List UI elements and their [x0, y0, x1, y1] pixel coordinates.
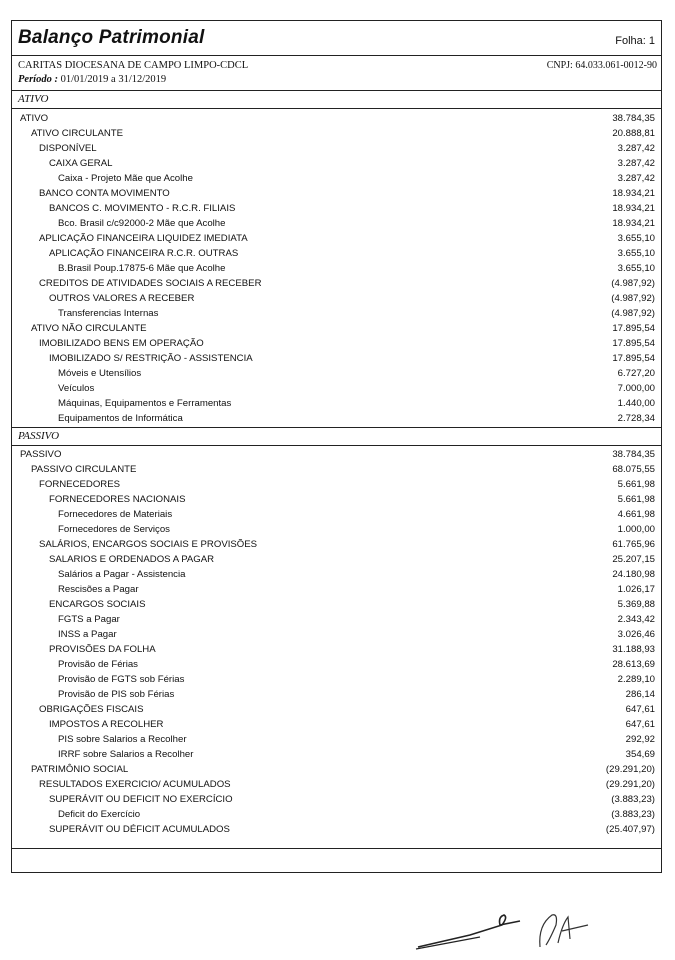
- account-label: Fornecedores de Materiais: [58, 509, 173, 520]
- account-label: SALÁRIOS, ENCARGOS SOCIAIS E PROVISÕES: [39, 539, 258, 550]
- table-row: [12, 822, 661, 837]
- table-row: [12, 336, 661, 351]
- account-label: PATRIMÔNIO SOCIAL: [31, 764, 129, 775]
- table-row: [12, 261, 661, 276]
- account-value: 7.000,00: [617, 383, 655, 394]
- signature-mark: [410, 895, 610, 955]
- account-value: 61.765,96: [612, 539, 655, 550]
- table-row: [12, 351, 661, 366]
- account-value: 6.727,20: [617, 368, 655, 379]
- account-value: 17.895,54: [612, 353, 655, 364]
- table-row: [12, 567, 661, 582]
- account-label: Fornecedores de Serviços: [58, 524, 170, 535]
- account-label: Caixa - Projeto Mãe que Acolhe: [58, 173, 193, 184]
- account-value: (3.883,23): [611, 794, 655, 805]
- period-line: [18, 74, 166, 85]
- account-label: BANCOS C. MOVIMENTO - R.C.R. FILIAIS: [49, 203, 236, 214]
- account-value: 2.343,42: [617, 614, 655, 625]
- account-label: Provisão de FGTS sob Férias: [58, 674, 185, 685]
- account-label: B.Brasil Poup.17875-6 Mãe que Acolhe: [58, 263, 226, 274]
- title-divider: [12, 55, 661, 56]
- company-cnpj: CNPJ: 64.033.061-0012-90: [546, 60, 657, 71]
- account-value: 31.188,93: [612, 644, 655, 655]
- passivo-bottom-divider: [12, 445, 661, 446]
- table-row: [12, 807, 661, 822]
- period-value: 01/01/2019 a 31/12/2019: [60, 74, 167, 85]
- account-value: 18.934,21: [612, 203, 655, 214]
- footer-divider: [12, 848, 661, 849]
- account-value: 25.207,15: [612, 554, 655, 565]
- account-label: ENCARGOS SOCIAIS: [49, 599, 146, 610]
- account-value: 17.895,54: [612, 338, 655, 349]
- account-label: Bco. Brasil c/c92000-2 Mãe que Acolhe: [58, 218, 226, 229]
- table-row: [12, 492, 661, 507]
- table-row: [12, 171, 661, 186]
- passivo-top-divider: [12, 427, 661, 428]
- account-label: IRRF sobre Salarios a Recolher: [58, 749, 194, 760]
- account-value: 2.289,10: [617, 674, 655, 685]
- account-label: CREDITOS DE ATIVIDADES SOCIAIS A RECEBER: [39, 278, 262, 289]
- account-value: 38.784,35: [612, 449, 655, 460]
- account-label: ATIVO NÃO CIRCULANTE: [31, 323, 147, 334]
- account-value: 20.888,81: [612, 128, 655, 139]
- account-label: IMOBILIZADO BENS EM OPERAÇÃO: [39, 338, 204, 349]
- table-row: [12, 306, 661, 321]
- table-row: [12, 411, 661, 426]
- table-row: [12, 702, 661, 717]
- account-label: Equipamentos de Informática: [58, 413, 183, 424]
- account-value: (3.883,23): [611, 809, 655, 820]
- table-row: [12, 111, 661, 126]
- table-row: [12, 507, 661, 522]
- account-value: 1.000,00: [617, 524, 655, 535]
- account-value: (4.987,92): [611, 278, 655, 289]
- account-label: INSS a Pagar: [58, 629, 117, 640]
- account-label: Provisão de PIS sob Férias: [58, 689, 175, 700]
- page-number: Folha: 1: [615, 35, 655, 47]
- table-row: [12, 447, 661, 462]
- table-row: [12, 732, 661, 747]
- table-row: [12, 627, 661, 642]
- table-row: [12, 672, 661, 687]
- table-row: [12, 792, 661, 807]
- account-value: 5.661,98: [617, 479, 655, 490]
- account-label: BANCO CONTA MOVIMENTO: [39, 188, 170, 199]
- account-label: IMOBILIZADO S/ RESTRIÇÃO - ASSISTENCIA: [49, 353, 253, 364]
- account-label: Provisão de Férias: [58, 659, 138, 670]
- account-value: (4.987,92): [611, 293, 655, 304]
- account-value: 4.661,98: [617, 509, 655, 520]
- account-value: (29.291,20): [605, 764, 655, 775]
- account-label: SUPERÁVIT OU DEFICIT NO EXERCÍCIO: [49, 794, 233, 805]
- account-label: RESULTADOS EXERCICIO/ ACUMULADOS: [39, 779, 231, 790]
- account-label: PASSIVO: [20, 449, 62, 460]
- account-label: APLICAÇÃO FINANCEIRA R.C.R. OUTRAS: [49, 248, 239, 259]
- account-label: IMPOSTOS A RECOLHER: [49, 719, 164, 730]
- account-value: 647,61: [625, 704, 655, 715]
- table-row: [12, 597, 661, 612]
- document-title: Balanço Patrimonial: [18, 27, 205, 48]
- table-row: [12, 762, 661, 777]
- account-label: ATIVO CIRCULANTE: [31, 128, 124, 139]
- account-value: 3.287,42: [617, 173, 655, 184]
- table-row: [12, 717, 661, 732]
- account-value: 292,92: [625, 734, 655, 745]
- account-value: 24.180,98: [612, 569, 655, 580]
- period-label: Período :: [18, 74, 58, 85]
- table-row: [12, 381, 661, 396]
- table-row: [12, 642, 661, 657]
- account-value: 3.655,10: [617, 263, 655, 274]
- account-label: Transferencias Internas: [58, 308, 159, 319]
- account-value: (25.407,97): [605, 824, 655, 835]
- account-value: 5.661,98: [617, 494, 655, 505]
- account-value: 647,61: [625, 719, 655, 730]
- table-row: [12, 231, 661, 246]
- account-label: APLICAÇÃO FINANCEIRA LIQUIDEZ IMEDIATA: [39, 233, 248, 244]
- table-row: [12, 156, 661, 171]
- account-label: Salários a Pagar - Assistencia: [58, 569, 186, 580]
- table-row: [12, 777, 661, 792]
- table-row: [12, 276, 661, 291]
- account-value: 1.026,17: [617, 584, 655, 595]
- account-label: Deficit do Exercício: [58, 809, 141, 820]
- account-label: OBRIGAÇÕES FISCAIS: [39, 704, 144, 715]
- account-label: Veículos: [58, 383, 95, 394]
- table-row: [12, 477, 661, 492]
- account-label: Rescisões a Pagar: [58, 584, 139, 595]
- table-row: [12, 582, 661, 597]
- account-value: (4.987,92): [611, 308, 655, 319]
- account-value: 68.075,55: [612, 464, 655, 475]
- table-row: [12, 126, 661, 141]
- account-label: CAIXA GERAL: [49, 158, 113, 169]
- table-row: [12, 366, 661, 381]
- account-label: PROVISÕES DA FOLHA: [49, 644, 156, 655]
- ativo-top-divider: [12, 90, 661, 91]
- table-row: [12, 552, 661, 567]
- table-row: [12, 537, 661, 552]
- table-row: [12, 396, 661, 411]
- account-value: 3.655,10: [617, 233, 655, 244]
- account-value: 3.287,42: [617, 143, 655, 154]
- account-value: 3.655,10: [617, 248, 655, 259]
- account-label: Móveis e Utensílios: [58, 368, 142, 379]
- ativo-bottom-divider: [12, 108, 661, 109]
- account-value: 3.287,42: [617, 158, 655, 169]
- account-label: PIS sobre Salarios a Recolher: [58, 734, 187, 745]
- account-label: DISPONÍVEL: [39, 143, 97, 154]
- table-row: [12, 291, 661, 306]
- table-row: [12, 141, 661, 156]
- balance-sheet-page: [11, 20, 662, 873]
- account-label: Máquinas, Equipamentos e Ferramentas: [58, 398, 232, 409]
- table-row: [12, 246, 661, 261]
- account-value: 2.728,34: [617, 413, 655, 424]
- account-value: 354,69: [625, 749, 655, 760]
- account-value: 1.440,00: [617, 398, 655, 409]
- section-title-passivo: PASSIVO: [18, 430, 60, 442]
- table-row: [12, 612, 661, 627]
- account-value: 38.784,35: [612, 113, 655, 124]
- account-label: SALARIOS E ORDENADOS A PAGAR: [49, 554, 215, 565]
- table-row: [12, 216, 661, 231]
- table-row: [12, 201, 661, 216]
- account-label: OUTROS VALORES A RECEBER: [49, 293, 195, 304]
- account-label: ATIVO: [20, 113, 49, 124]
- account-label: FORNECEDORES NACIONAIS: [49, 494, 186, 505]
- table-row: [12, 186, 661, 201]
- table-row: [12, 687, 661, 702]
- account-value: 18.934,21: [612, 188, 655, 199]
- table-row: [12, 321, 661, 336]
- table-row: [12, 747, 661, 762]
- section-title-ativo: ATIVO: [18, 93, 49, 105]
- account-label: FGTS a Pagar: [58, 614, 120, 625]
- table-row: [12, 657, 661, 672]
- account-label: FORNECEDORES: [39, 479, 121, 490]
- account-value: 5.369,88: [617, 599, 655, 610]
- account-value: 28.613,69: [612, 659, 655, 670]
- account-value: 286,14: [625, 689, 655, 700]
- account-value: 3.026,46: [617, 629, 655, 640]
- table-row: [12, 462, 661, 477]
- account-value: 17.895,54: [612, 323, 655, 334]
- account-value: 18.934,21: [612, 218, 655, 229]
- account-label: PASSIVO CIRCULANTE: [31, 464, 137, 475]
- account-value: (29.291,20): [605, 779, 655, 790]
- table-row: [12, 522, 661, 537]
- company-name: CARITAS DIOCESANA DE CAMPO LIMPO-CDCL: [18, 60, 249, 71]
- account-label: SUPERÁVIT OU DÉFICIT ACUMULADOS: [49, 824, 230, 835]
